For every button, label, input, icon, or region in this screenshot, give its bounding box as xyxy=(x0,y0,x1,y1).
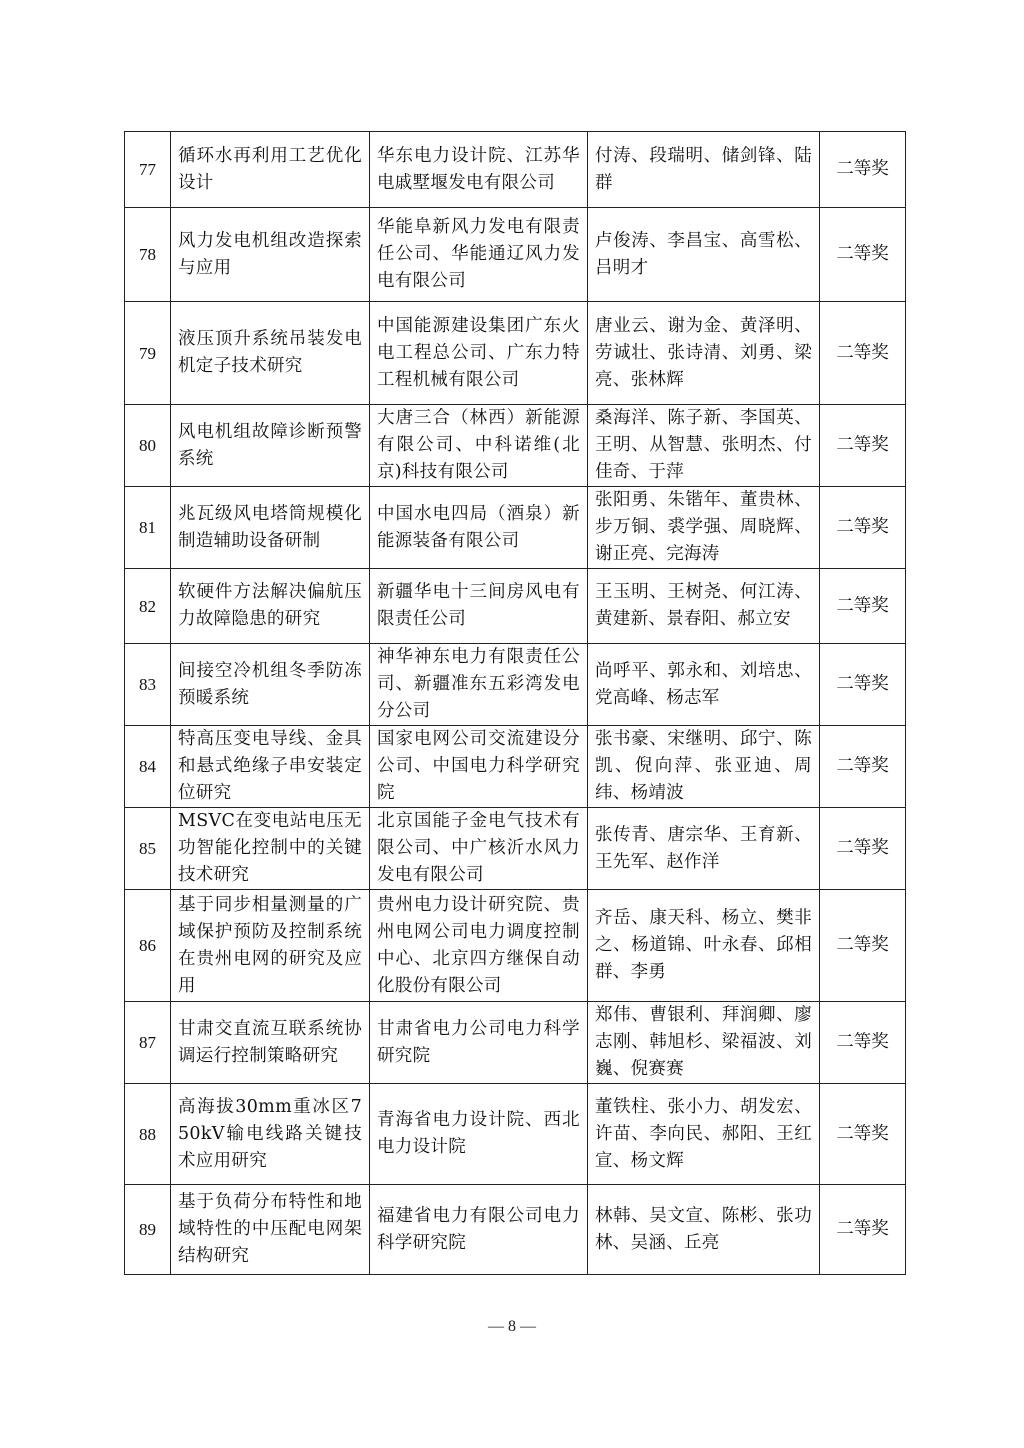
row-number: 85 xyxy=(125,808,171,890)
award-grade: 二等奖 xyxy=(820,487,906,569)
main-contributors: 唐业云、谢为金、黄泽明、劳诚壮、张诗清、刘勇、梁亮、张林辉 xyxy=(588,302,820,405)
project-name: 循环水再利用工艺优化设计 xyxy=(171,132,370,208)
completing-units: 福建省电力有限公司电力科学研究院 xyxy=(370,1185,588,1275)
completing-units: 北京国能子金电气技术有限公司、中广核沂水风力发电有限公司 xyxy=(370,808,588,890)
project-name: 软硬件方法解决偏航压力故障隐患的研究 xyxy=(171,569,370,644)
completing-units: 神华神东电力有限责任公司、新疆准东五彩湾发电分公司 xyxy=(370,644,588,726)
award-grade: 二等奖 xyxy=(820,726,906,808)
table-row xyxy=(125,726,906,808)
row-number: 80 xyxy=(125,405,171,487)
main-contributors: 郑伟、曹银利、拜润卿、廖志刚、韩旭杉、梁福波、刘巍、倪赛赛 xyxy=(588,1002,820,1084)
row-number: 88 xyxy=(125,1084,171,1185)
row-number: 82 xyxy=(125,569,171,644)
award-grade: 二等奖 xyxy=(820,1002,906,1084)
main-contributors: 林韩、吴文宣、陈彬、张功林、吴涵、丘亮 xyxy=(588,1185,820,1275)
award-grade: 二等奖 xyxy=(820,569,906,644)
project-name: 基于同步相量测量的广域保护预防及控制系统在贵州电网的研究及应用 xyxy=(171,890,370,1002)
completing-units: 甘肃省电力公司电力科学研究院 xyxy=(370,1002,588,1084)
table-row xyxy=(125,1084,906,1185)
project-name: 特高压变电导线、金具和悬式绝缘子串安装定位研究 xyxy=(171,726,370,808)
project-name: MSVC在变电站电压无功智能化控制中的关键技术研究 xyxy=(171,808,370,890)
completing-units: 新疆华电十三间房风电有限责任公司 xyxy=(370,569,588,644)
main-contributors: 张传青、唐宗华、王育新、王先军、赵作洋 xyxy=(588,808,820,890)
main-contributors: 尚呼平、郭永和、刘培忠、党高峰、杨志军 xyxy=(588,644,820,726)
table-row xyxy=(125,808,906,890)
table-row xyxy=(125,208,906,302)
award-grade: 二等奖 xyxy=(820,1084,906,1185)
row-number: 79 xyxy=(125,302,171,405)
completing-units: 青海省电力设计院、西北电力设计院 xyxy=(370,1084,588,1185)
completing-units: 国家电网公司交流建设分公司、中国电力科学研究院 xyxy=(370,726,588,808)
award-grade: 二等奖 xyxy=(820,405,906,487)
table-row xyxy=(125,302,906,405)
completing-units: 中国能源建设集团广东火电工程总公司、广东力特工程机械有限公司 xyxy=(370,302,588,405)
main-contributors: 董铁柱、张小力、胡发宏、许苗、李向民、郝阳、王红宣、杨文辉 xyxy=(588,1084,820,1185)
table-row xyxy=(125,569,906,644)
completing-units: 贵州电力设计研究院、贵州电网公司电力调度控制中心、北京四方继保自动化股份有限公司 xyxy=(370,890,588,1002)
project-name: 间接空冷机组冬季防冻预暖系统 xyxy=(171,644,370,726)
main-contributors: 付涛、段瑞明、储剑锋、陆群 xyxy=(588,132,820,208)
project-name: 兆瓦级风电塔筒规模化制造辅助设备研制 xyxy=(171,487,370,569)
completing-units: 华东电力设计院、江苏华电戚墅堰发电有限公司 xyxy=(370,132,588,208)
table-row xyxy=(125,644,906,726)
table-row xyxy=(125,487,906,569)
award-grade: 二等奖 xyxy=(820,1185,906,1275)
main-contributors: 齐岳、康天科、杨立、樊非之、杨道锦、叶永春、邱相群、李勇 xyxy=(588,890,820,1002)
main-contributors: 张阳勇、朱锴年、董贵林、步万铜、裘学强、周晓辉、谢正亮、完海涛 xyxy=(588,487,820,569)
award-grade: 二等奖 xyxy=(820,890,906,1002)
completing-units: 华能阜新风力发电有限责任公司、华能通辽风力发电有限公司 xyxy=(370,208,588,302)
award-grade: 二等奖 xyxy=(820,808,906,890)
main-contributors: 王玉明、王树尧、何江涛、黄建新、景春阳、郝立安 xyxy=(588,569,820,644)
award-grade: 二等奖 xyxy=(820,302,906,405)
table-row xyxy=(125,405,906,487)
table-row xyxy=(125,1185,906,1275)
row-number: 81 xyxy=(125,487,171,569)
main-contributors: 卢俊涛、李昌宝、高雪松、吕明才 xyxy=(588,208,820,302)
main-contributors: 张书豪、宋继明、邱宁、陈凯、倪向萍、张亚迪、周纬、杨靖波 xyxy=(588,726,820,808)
row-number: 86 xyxy=(125,890,171,1002)
award-table xyxy=(124,131,906,1275)
project-name: 液压顶升系统吊装发电机定子技术研究 xyxy=(171,302,370,405)
table-row xyxy=(125,890,906,1002)
row-number: 77 xyxy=(125,132,171,208)
main-contributors: 桑海洋、陈子新、李国英、王明、从智慧、张明杰、付佳奇、于萍 xyxy=(588,405,820,487)
page-number: — 8 — xyxy=(488,1318,536,1335)
project-name: 甘肃交直流互联系统协调运行控制策略研究 xyxy=(171,1002,370,1084)
project-name: 风电机组故障诊断预警系统 xyxy=(171,405,370,487)
row-number: 83 xyxy=(125,644,171,726)
project-name: 高海拔30mm重冰区750kV输电线路关键技术应用研究 xyxy=(171,1084,370,1185)
project-name: 基于负荷分布特性和地域特性的中压配电网架结构研究 xyxy=(171,1185,370,1275)
row-number: 84 xyxy=(125,726,171,808)
row-number: 87 xyxy=(125,1002,171,1084)
row-number: 78 xyxy=(125,208,171,302)
completing-units: 大唐三合（林西）新能源有限公司、中科诺维(北京)科技有限公司 xyxy=(370,405,588,487)
table-row xyxy=(125,1002,906,1084)
row-number: 89 xyxy=(125,1185,171,1275)
award-grade: 二等奖 xyxy=(820,208,906,302)
project-name: 风力发电机组改造探索与应用 xyxy=(171,208,370,302)
award-grade: 二等奖 xyxy=(820,132,906,208)
completing-units: 中国水电四局（酒泉）新能源装备有限公司 xyxy=(370,487,588,569)
award-grade: 二等奖 xyxy=(820,644,906,726)
table-row xyxy=(125,132,906,208)
